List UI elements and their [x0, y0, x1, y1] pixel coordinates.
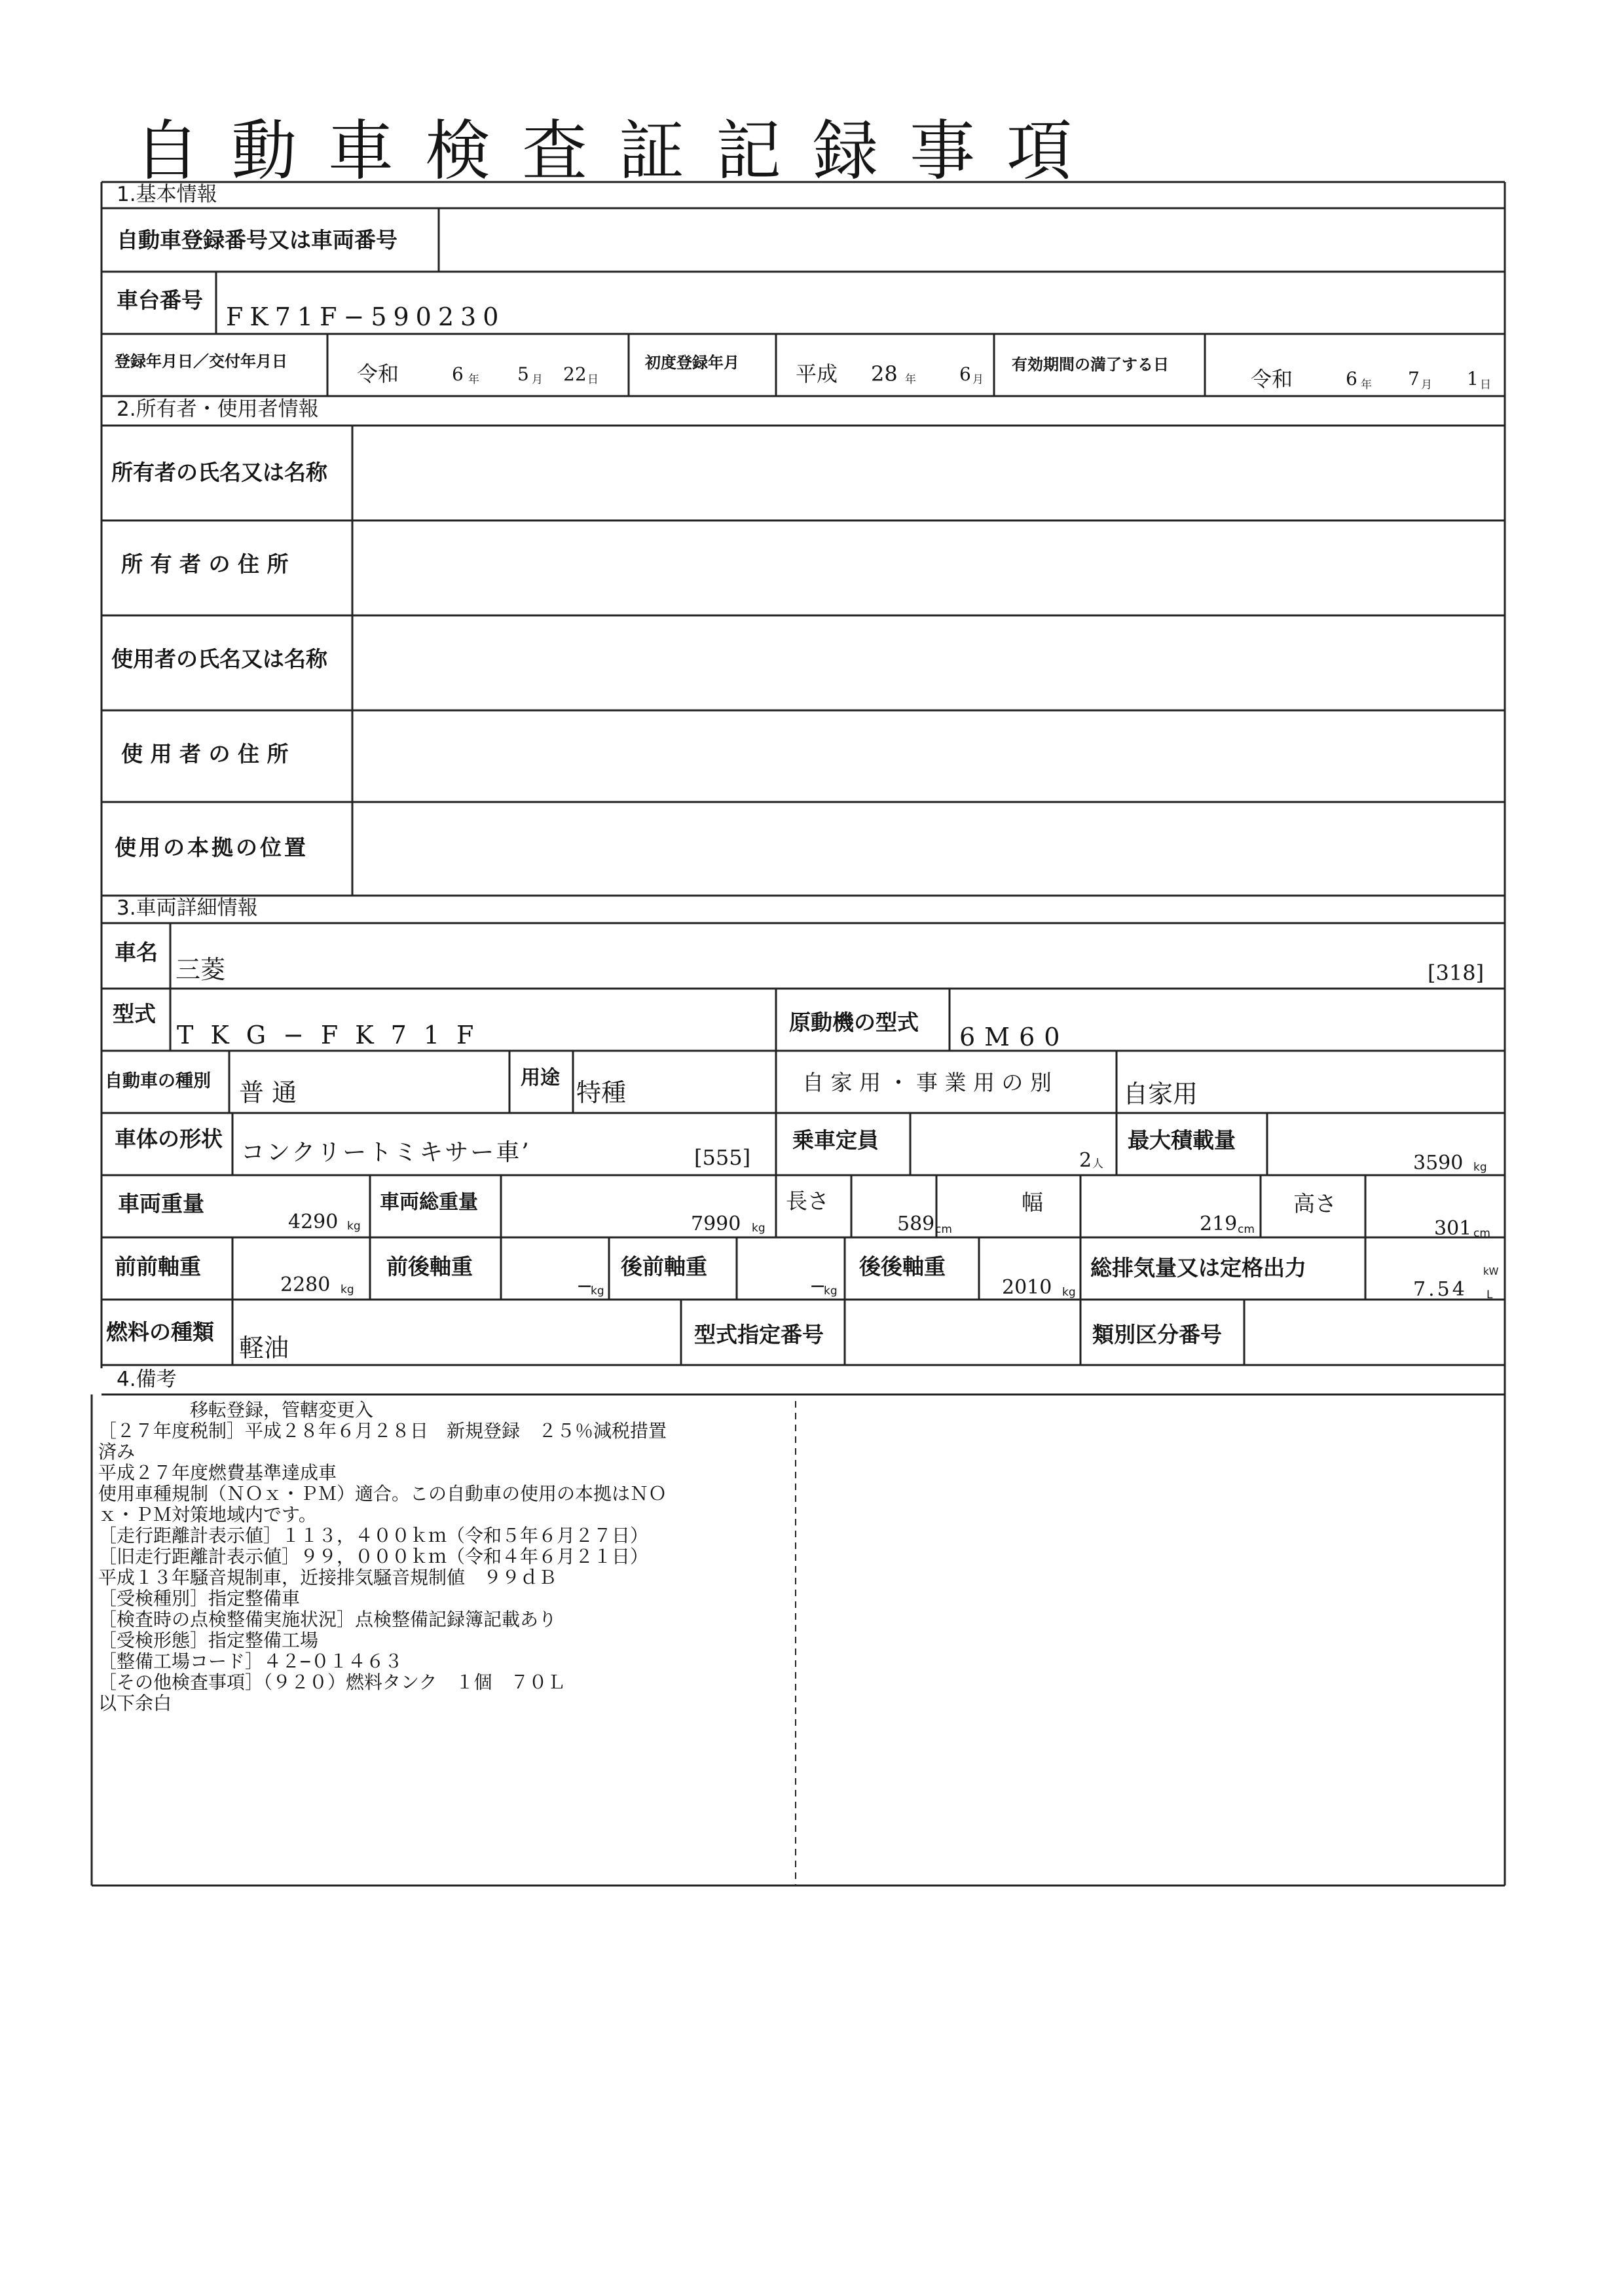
designation-number-label: 型式指定番号	[694, 1322, 824, 1347]
ff-axle-number: 2280	[280, 1273, 331, 1296]
displacement-label: 総排気量又は定格出力	[1090, 1255, 1306, 1281]
remark-line: 移転登録，管轄変更入	[98, 1399, 374, 1421]
vehicle-category-value: 普 通	[239, 1078, 297, 1107]
user-name-label: 使用者の氏名又は名称	[111, 646, 327, 672]
vehicle-weight-unit: kg	[347, 1220, 361, 1233]
chassis-number-value: FK71F−590230	[226, 302, 506, 331]
expiry-year-unit: 年	[1361, 378, 1372, 392]
vehicle-name-code: [318]	[1428, 960, 1485, 985]
fr-axle-number: −	[576, 1275, 593, 1298]
section-owner-header: 2.所有者・使用者情報	[117, 397, 319, 421]
body-shape-label: 車体の形状	[115, 1126, 223, 1152]
private-business-value: 自家用	[1123, 1080, 1198, 1108]
section-vehicle-header: 3.車両詳細情報	[117, 896, 258, 920]
remark-line: ［検査時の点検整備実施状況］点検整備記録簿記載あり	[98, 1609, 557, 1630]
first-reg-era: 平成	[796, 361, 838, 386]
max-load-label: 最大積載量	[1128, 1127, 1236, 1153]
length-unit: cm	[935, 1223, 952, 1236]
reg-date-month-unit: 月	[532, 373, 543, 386]
reg-date-month: 5	[517, 363, 529, 385]
max-load-unit: kg	[1473, 1161, 1487, 1174]
reg-number-label: 自動車登録番号又は車両番号	[117, 227, 397, 253]
remark-line: 平成１３年騒音規制車，近接排気騒音規制値 ９９ｄＢ	[98, 1567, 557, 1588]
width-number: 219	[1200, 1212, 1238, 1235]
fuel-type-value: 軽油	[239, 1334, 289, 1362]
reg-date-year: 6	[452, 363, 464, 385]
expiry-era: 令和	[1251, 367, 1293, 392]
height-unit: cm	[1473, 1227, 1490, 1240]
vehicle-name-value: 三菱	[175, 955, 226, 984]
remark-line: ［２７年度税制］平成２８年６月２８日 新規登録 ２５％減税措置	[98, 1420, 667, 1442]
first-reg-year: 28	[871, 361, 898, 386]
user-address-label: 使 用 者 の 住 所	[121, 741, 289, 767]
model-label: 型式	[113, 1001, 156, 1027]
first-reg-label: 初度登録年月	[645, 354, 739, 372]
first-reg-year-unit: 年	[905, 373, 916, 386]
remark-line: ［その他検査事項］（９２０）燃料タンク １個 ７０Ｌ	[98, 1671, 566, 1693]
fr-axle-unit: kg	[591, 1285, 604, 1298]
expiry-year: 6	[1346, 368, 1357, 390]
expiry-label: 有効期間の満了する日	[1012, 355, 1169, 374]
length-number: 589	[897, 1212, 935, 1235]
ff-axle-unit: kg	[341, 1283, 354, 1296]
displacement-number: 7.54	[1413, 1278, 1467, 1301]
body-shape-value: コンクリートミキサー車’	[241, 1139, 531, 1166]
chassis-number-label: 車台番号	[117, 287, 203, 313]
private-business-label: 自 家 用 ・ 事 業 用 の 別	[802, 1070, 1052, 1095]
reg-date-year-unit: 年	[468, 373, 479, 386]
expiry-day: 1	[1467, 368, 1479, 390]
length-label: 長さ	[786, 1188, 829, 1214]
remark-line: ［走行距離計表示値］１１３，４００ｋｍ（令和５年６月２７日）	[98, 1525, 649, 1546]
rf-axle-label: 後前軸重	[621, 1254, 707, 1279]
gross-weight-unit: kg	[752, 1222, 766, 1235]
page-title: 自動車検査証記録事項	[134, 113, 1103, 189]
ff-axle-label: 前前軸重	[115, 1254, 201, 1279]
reg-date-day-unit: 日	[587, 373, 599, 386]
use-label: 用途	[521, 1066, 560, 1089]
gross-weight-label: 車両総重量	[380, 1191, 478, 1214]
fuel-type-label: 燃料の種類	[106, 1319, 214, 1345]
vehicle-category-label: 自動車の種別	[105, 1071, 211, 1091]
rr-axle-number: 2010	[1002, 1276, 1052, 1299]
reg-date-day: 22	[563, 363, 587, 385]
expiry-month-unit: 月	[1421, 378, 1432, 392]
vehicle-name-label: 車名	[115, 939, 158, 965]
height-label: 高さ	[1293, 1191, 1337, 1216]
body-shape-code: [555]	[694, 1145, 751, 1170]
section-basic-header: 1.基本情報	[117, 183, 217, 206]
max-load-number: 3590	[1413, 1152, 1464, 1175]
engine-model-value: 6M60	[959, 1023, 1069, 1051]
displacement-unit-kw: kW	[1483, 1266, 1499, 1277]
rr-axle-unit: kg	[1062, 1286, 1076, 1299]
model-value: TKG−FK71F	[177, 1021, 491, 1049]
first-reg-month: 6	[959, 363, 971, 385]
displacement-unit-l: L	[1486, 1288, 1493, 1302]
vehicle-weight-number: 4290	[288, 1211, 339, 1233]
reg-date-label: 登録年月日／交付年月日	[115, 352, 287, 371]
owner-address-label: 所 有 者 の 住 所	[121, 551, 289, 577]
first-reg-month-unit: 月	[972, 373, 984, 386]
remark-line: ［受検種別］指定整備車	[98, 1588, 301, 1609]
rr-axle-label: 後後軸重	[859, 1254, 946, 1279]
width-unit: cm	[1238, 1223, 1255, 1236]
rf-axle-unit: kg	[824, 1285, 838, 1298]
expiry-day-unit: 日	[1480, 378, 1491, 392]
rf-axle-number: −	[809, 1275, 826, 1298]
gross-weight-number: 7990	[691, 1212, 741, 1235]
remark-line: 済み	[98, 1441, 136, 1463]
remark-line: ［旧走行距離計表示値］９９，０００ｋｍ（令和４年６月２１日）	[98, 1546, 649, 1567]
capacity-unit: 人	[1092, 1157, 1103, 1171]
remark-line: ［受検形態］指定整備工場	[98, 1630, 319, 1651]
expiry-month: 7	[1408, 368, 1420, 390]
use-value: 特種	[576, 1078, 627, 1107]
base-location-label: 使用の本拠の位置	[115, 835, 308, 860]
width-label: 幅	[1022, 1190, 1043, 1215]
owner-name-label: 所有者の氏名又は名称	[111, 460, 327, 485]
remark-line: 使用車種規制（ＮＯｘ・ＰＭ）適合。この自動車の使用の本拠はＮＯ	[98, 1483, 667, 1504]
remark-line: 平成２７年度燃費基準達成車	[98, 1462, 337, 1484]
remark-line: ［整備工場コード］４２−０１４６３	[98, 1650, 403, 1672]
reg-date-era: 令和	[357, 361, 399, 386]
capacity-number: 2	[1079, 1149, 1092, 1172]
section-remarks-header: 4.備考	[117, 1368, 177, 1391]
class-number-label: 類別区分番号	[1092, 1322, 1222, 1347]
remark-line: ｘ・ＰＭ対策地域内です。	[98, 1504, 317, 1525]
engine-model-label: 原動機の型式	[789, 1010, 919, 1035]
remark-line: 以下余白	[98, 1692, 172, 1714]
height-number: 301	[1434, 1217, 1472, 1240]
capacity-label: 乗車定員	[792, 1127, 879, 1153]
fr-axle-label: 前後軸重	[386, 1254, 473, 1279]
vehicle-weight-label: 車両重量	[118, 1191, 204, 1216]
